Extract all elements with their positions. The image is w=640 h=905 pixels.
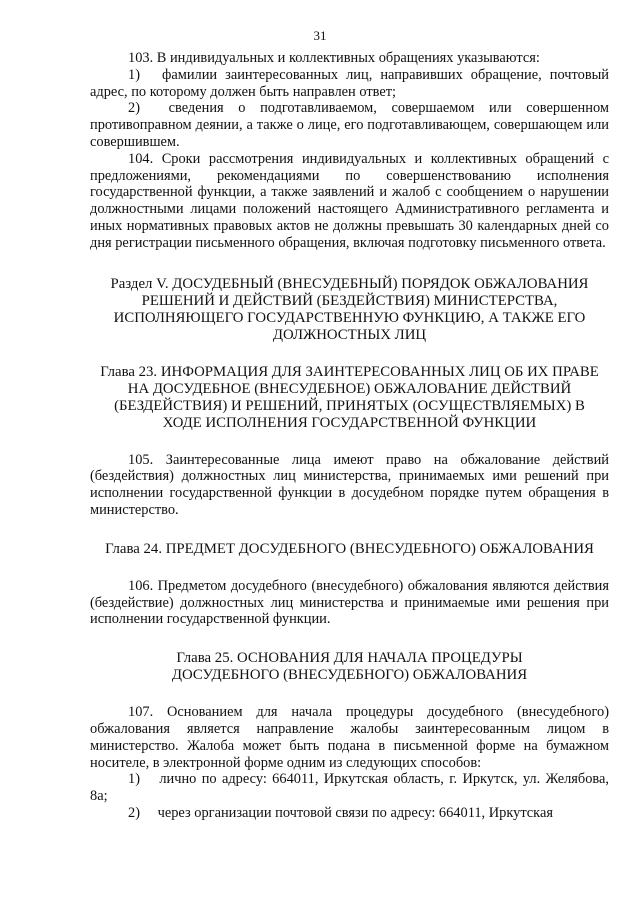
item-text: через организации почтовой связи по адресу: 664011, Иркутская (157, 804, 553, 821)
heading-line: НА ДОСУДЕБНОЕ (ВНЕСУДЕБНОЕ) ОБЖАЛОВАНИЕ ДЕЙСТВИЙ (127, 380, 572, 397)
paragraph-106: 106. Предметом досудебного (внесудебного) обжалования являются действия (бездействие) должностных лиц министерства и принимаемые ими решения при исполнении государственной функции. (90, 577, 609, 628)
paragraph-107-item-2 (90, 805, 609, 822)
item-number: 2) (128, 100, 140, 117)
heading-line: РЕШЕНИЙ И ДЕЙСТВИЙ (БЕЗДЕЙСТВИЯ) МИНИСТЕРСТВА, (141, 292, 558, 309)
section-5-heading (90, 276, 609, 344)
paragraph-103: 103. В индивидуальных и коллективных обращениях указываются: (128, 50, 540, 66)
heading-line: ХОДЕ ИСПОЛНЕНИЯ ГОСУДАРСТВЕННОЙ ФУНКЦИИ (162, 414, 537, 431)
item-number: 2) (128, 804, 140, 821)
item-number: 1) (128, 66, 140, 83)
chapter-24-heading: Глава 24. ПРЕДМЕТ ДОСУДЕБНОГО (ВНЕСУДЕБНОГО) ОБЖАЛОВАНИЯ (105, 540, 594, 557)
heading-line: Раздел V. ДОСУДЕБНЫЙ (ВНЕСУДЕБНЫЙ) ПОРЯДОК ОБЖАЛОВАНИЯ (110, 275, 589, 292)
paragraph-107-item-1 (90, 771, 609, 805)
heading-line: ИСПОЛНЯЮЩЕГО ГОСУДАРСТВЕННУЮ ФУНКЦИЮ, А ТАКЖЕ ЕГО (113, 309, 586, 326)
heading-line: Глава 25. ОСНОВАНИЯ ДЛЯ НАЧАЛА ПРОЦЕДУРЫ (176, 650, 523, 667)
paragraph-104: 104. Сроки рассмотрения индивидуальных и коллективных обращений с предложениями, рекомендациями по совершенствованию исполнения государственной функции, а также заявлений и жалоб с сообщением о нарушении должностными лицами положений настоящего Административного регламента и иных нормативных правовых актов не должны превышать 30 календарных дней со дня регистрации письменного обращения, включая подготовку письменного ответа. (90, 150, 609, 251)
paragraph-103-item-1 (90, 67, 609, 101)
heading-line: ДОЛЖНОСТНЫХ ЛИЦ (272, 326, 427, 343)
item-number: 1) (128, 771, 140, 788)
heading-line: ДОСУДЕБНОГО (ВНЕСУДЕБНОГО) ОБЖАЛОВАНИЯ (171, 667, 528, 684)
heading-line: Глава 23. ИНФОРМАЦИЯ ДЛЯ ЗАИНТЕРЕСОВАННЫХ ЛИЦ ОБ ИХ ПРАВЕ (100, 363, 599, 380)
paragraph-107: 107. Основанием для начала процедуры досудебного (внесудебного) обжалования является направление жалобы заинтересованным лицом в министерство. Жалоба может быть подана в письменной форме на бумажном носителе, в электронной форме одним из следующих способов: (90, 704, 609, 771)
paragraph-103-item-2 (90, 100, 609, 150)
chapter-25-heading (90, 650, 609, 684)
item-text: лично по адресу: 664011, Иркутская область, г. Иркутск, ул. Желябова, 8а; (90, 771, 609, 805)
page-number: 31 (313, 28, 327, 43)
heading-line: (БЕЗДЕЙСТВИЯ) И РЕШЕНИЙ, ПРИНЯТЫХ (ОСУЩЕСТВЛЯЕМЫХ) В (114, 397, 585, 414)
item-text: фамилии заинтересованных лиц, направивших обращение, почтовый адрес, по которому должен быть направлен ответ; (90, 66, 609, 100)
chapter-23-heading (90, 364, 609, 432)
paragraph-105: 105. Заинтересованные лица имеют право на обжалование действий (бездействия) должностных лиц министерства, принимаемых ими решений при исполнении государственной функции в досудебном порядке путем обращения в министерство. (90, 451, 609, 518)
page-body (90, 50, 609, 822)
item-text: сведения о подготавливаемом, совершаемом или совершенном противоправном деянии, а также о лице, его подготавливающем, совершающем или совершившем. (90, 100, 609, 150)
